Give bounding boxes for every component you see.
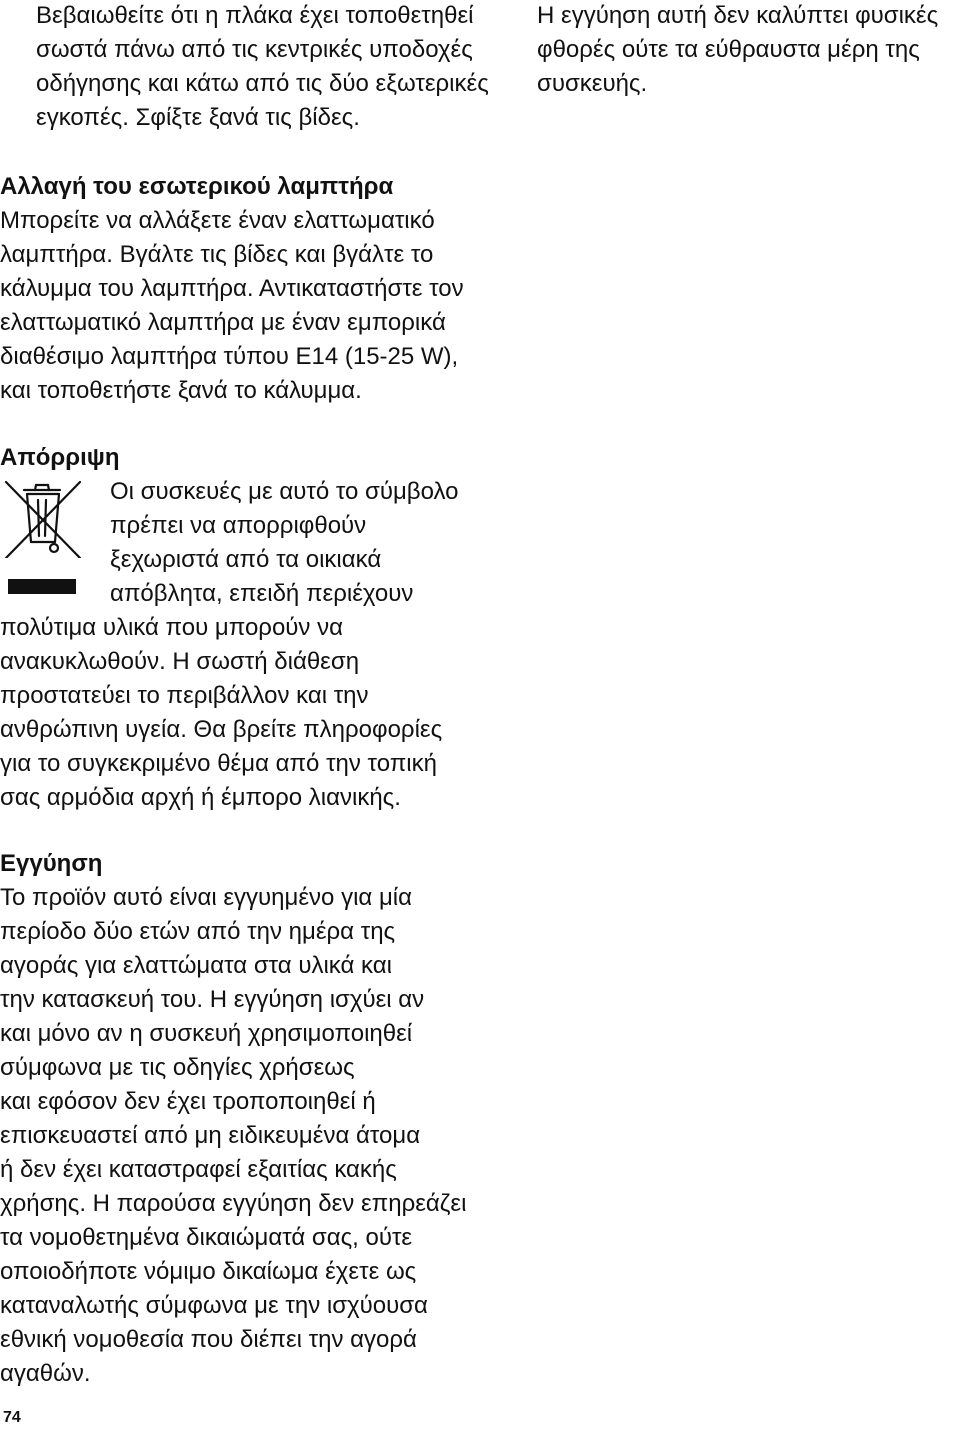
section-heading: Απόρριψη xyxy=(0,444,120,471)
text-line: ή δεν έχει καταστραφεί εξαιτίας κακής xyxy=(0,1156,397,1183)
text-line: Η εγγύηση αυτή δεν καλύπτει φυσικές xyxy=(537,2,939,29)
crossed-out-wheelie-bin-icon xyxy=(0,478,84,558)
text-line: διαθέσιμο λαμπτήρα τύπου E14 (15-25 W), xyxy=(0,343,459,370)
text-line: συσκευής. xyxy=(537,70,648,97)
section-heading: Αλλαγή του εσωτερικού λαμπτήρα xyxy=(0,173,394,200)
text-line: εθνική νομοθεσία που διέπει την αγορά xyxy=(0,1326,417,1353)
text-line: και μόνο αν η συσκευή χρησιμοποιηθεί xyxy=(0,1020,413,1047)
text-line: αγοράς για ελαττώματα στα υλικά και xyxy=(0,952,392,979)
text-line: σύμφωνα με τις οδηγίες χρήσεως xyxy=(0,1054,355,1081)
text-line: καταναλωτής σύμφωνα με την ισχύουσα xyxy=(0,1292,428,1319)
text-line: Βεβαιωθείτε ότι η πλάκα έχει τοποθετηθεί xyxy=(36,2,474,29)
text-line: επισκευαστεί από μη ειδικευμένα άτομα xyxy=(0,1122,421,1149)
text-line: Μπορείτε να αλλάξετε έναν ελαττωματικό xyxy=(0,207,435,234)
text-line: ανακυκλωθούν. Η σωστή διάθεση xyxy=(0,648,360,675)
text-line: ελαττωματικό λαμπτήρα με έναν εμπορικά xyxy=(0,309,446,336)
text-line: λαμπτήρα. Βγάλτε τις βίδες και βγάλτε το xyxy=(0,241,434,268)
text-line: και εφόσον δεν έχει τροποποιηθεί ή xyxy=(0,1088,376,1115)
text-line: κάλυμμα του λαμπτήρα. Αντικαταστήστε τον xyxy=(0,275,464,302)
text-line: απόβλητα, επειδή περιέχουν xyxy=(110,580,414,607)
page-number: 74 xyxy=(3,1409,21,1426)
text-line: φθορές ούτε τα εύθραυστα μέρη της xyxy=(537,36,920,63)
text-line: ανθρώπινη υγεία. Θα βρείτε πληροφορίες xyxy=(0,716,443,743)
text-line: τα νομοθετημένα δικαιώματά σας, ούτε xyxy=(0,1224,413,1251)
text-line: χρήσης. Η παρούσα εγγύηση δεν επηρεάζει xyxy=(0,1190,467,1217)
text-line: και τοποθετήστε ξανά το κάλυμμα. xyxy=(0,377,362,404)
text-line: για το συγκεκριμένο θέμα από την τοπική xyxy=(0,750,437,777)
text-line: Οι συσκευές με αυτό το σύμβολο xyxy=(110,478,459,505)
text-line: οδήγησης και κάτω από τις δύο εξωτερικές xyxy=(36,70,489,97)
text-line: Το προϊόν αυτό είναι εγγυημένο για μία xyxy=(0,884,412,911)
weee-bar-icon xyxy=(8,579,76,594)
text-line: την κατασκευή του. Η εγγύηση ισχύει αν xyxy=(0,986,425,1013)
text-line: πολύτιμα υλικά που μπορούν να xyxy=(0,614,343,641)
text-line: προστατεύει το περιβάλλον και την xyxy=(0,682,369,709)
text-line: εγκοπές. Σφίξτε ξανά τις βίδες. xyxy=(36,104,360,131)
text-line: οποιοδήποτε νόμιμο δικαίωμα έχετε ως xyxy=(0,1258,417,1285)
text-line: ξεχωριστά από τα οικιακά xyxy=(110,546,382,573)
text-line: σωστά πάνω από τις κεντρικές υποδοχές xyxy=(36,36,473,63)
text-line: σας αρμόδια αρχή ή έμπορο λιανικής. xyxy=(0,784,401,811)
text-line: πρέπει να απορριφθούν xyxy=(110,512,367,539)
text-line: περίοδο δύο ετών από την ημέρα της xyxy=(0,918,396,945)
section-heading: Εγγύηση xyxy=(0,850,103,877)
text-line: αγαθών. xyxy=(0,1360,91,1387)
